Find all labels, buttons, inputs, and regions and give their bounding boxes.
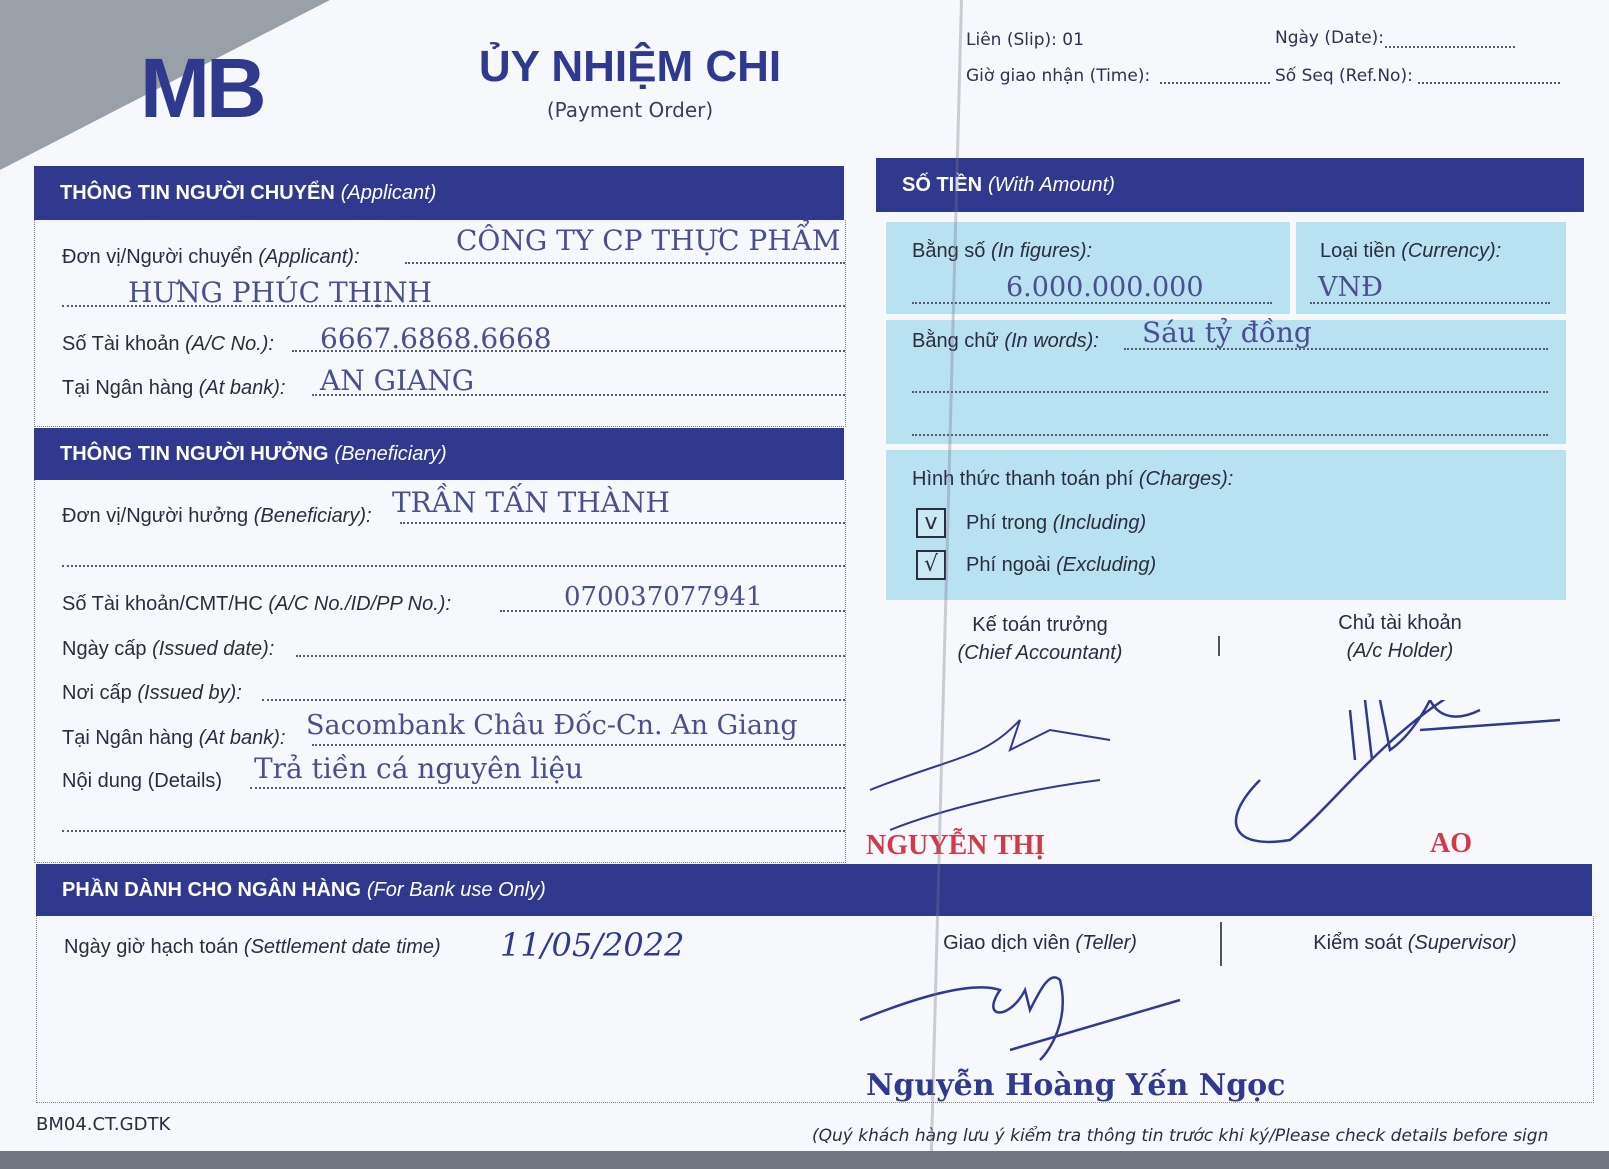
applicant-name-line2-value: HƯNG PHÚC THỊNH	[128, 276, 433, 309]
beneficiary-name-label: Đơn vị/Người hưởng (Beneficiary):	[62, 505, 372, 527]
currency-label: Loại tiền (Currency):	[1320, 240, 1502, 262]
beneficiary-bank-line	[312, 744, 845, 746]
amount-section-header	[876, 158, 1584, 212]
teller-label: Giao dịch viên (Teller)	[943, 932, 1137, 954]
date-line	[1385, 46, 1515, 48]
including-checkbox[interactable]: v	[916, 508, 946, 538]
applicant-bank-label: Tại Ngân hàng (At bank):	[62, 377, 286, 399]
beneficiary-bank-label: Tại Ngân hàng (At bank):	[62, 727, 286, 749]
beneficiary-section-title: THÔNG TIN NGƯỜI HƯỞNG	[60, 442, 329, 465]
details-line	[250, 787, 845, 789]
teller-divider	[1220, 922, 1222, 966]
issued-date-label: Ngày cấp (Issued date):	[62, 638, 275, 660]
applicant-section-title: THÔNG TIN NGƯỜI CHUYỂN	[60, 181, 335, 204]
beneficiary-section-title-en: (Beneficiary)	[334, 442, 447, 465]
time-label: Giờ giao nhận (Time):	[966, 66, 1151, 86]
applicant-account-value: 6667.6868.6668	[320, 322, 552, 355]
applicant-name-label: Đơn vị/Người chuyển (Applicant):	[62, 246, 360, 268]
holder-label: Chủ tài khoản	[1338, 612, 1462, 634]
chief-accountant-label-en: (Chief Accountant)	[957, 642, 1123, 664]
words-value: Sáu tỷ đồng	[1142, 316, 1312, 349]
details-value: Trả tiền cá nguyên liệu	[254, 752, 584, 785]
details-label: Nội dung (Details)	[62, 770, 223, 792]
form-title: ỦY NHIỆM CHI	[478, 42, 782, 91]
signature-divider	[1218, 636, 1220, 656]
scan-shadow-bottom	[0, 1151, 1609, 1169]
chief-accountant-label: Kế toán trưởng	[972, 614, 1108, 636]
issued-date-line	[296, 655, 845, 657]
including-label: Phí trong (Including)	[966, 512, 1147, 534]
teller-name: Nguyễn Hoàng Yến Ngọc	[866, 1068, 1286, 1103]
issued-by-line	[262, 699, 845, 701]
beneficiary-name-line-2	[62, 565, 845, 567]
seq-line	[1418, 82, 1560, 84]
applicant-name-line-1	[405, 262, 845, 264]
bank-use-section-title-en: (For Bank use Only)	[366, 878, 546, 901]
bank-use-section-header	[36, 864, 1592, 916]
beneficiary-section-header	[34, 428, 844, 480]
stamp-left: NGUYỄN THỊ	[866, 830, 1046, 861]
beneficiary-panel	[34, 480, 846, 863]
stamp-right: AO	[1430, 828, 1472, 859]
beneficiary-account-value: 070037077941	[564, 582, 763, 612]
figures-value: 6.000.000.000	[1006, 272, 1204, 303]
words-line-2	[912, 391, 1548, 393]
beneficiary-name-value: TRẦN TẤN THÀNH	[392, 486, 670, 519]
applicant-section-header	[34, 166, 844, 220]
bank-logo: MB	[140, 41, 263, 135]
form-subtitle: (Payment Order)	[546, 98, 714, 122]
amount-section-title-en: (With Amount)	[988, 173, 1115, 196]
applicant-bank-value: AN GIANG	[320, 364, 475, 397]
words-label: Bằng chữ (In words):	[912, 330, 1099, 352]
settlement-value: 11/05/2022	[500, 926, 685, 964]
date-label: Ngày (Date):	[1275, 28, 1385, 48]
beneficiary-bank-value: Sacombank Châu Đốc-Cn. An Giang	[306, 710, 798, 741]
form-code: BM04.CT.GDTK	[36, 1114, 171, 1135]
teller-signature-svg	[850, 960, 1190, 1070]
chief-accountant-signature	[870, 720, 1110, 830]
settlement-label: Ngày giờ hạch toán (Settlement date time)	[64, 936, 441, 958]
excluding-label: Phí ngoài (Excluding)	[966, 554, 1157, 576]
issued-by-label: Nơi cấp (Issued by):	[62, 682, 242, 704]
slip-number: Liên (Slip): 01	[966, 30, 1084, 50]
bank-use-section-title: PHẦN DÀNH CHO NGÂN HÀNG	[62, 878, 361, 901]
applicant-name-line1-value: CÔNG TY CP THỰC PHẨM	[456, 224, 841, 257]
footer-note: (Quý khách hàng lưu ý kiểm tra thông tin trước khi ký/Please check details before sign	[812, 1126, 1549, 1146]
charges-label: Hình thức thanh toán phí (Charges):	[912, 468, 1234, 490]
excluding-checkbox[interactable]: √	[916, 550, 946, 580]
time-line	[1160, 82, 1270, 84]
seq-label: Số Seq (Ref.No):	[1275, 66, 1413, 86]
teller-signature	[860, 977, 1180, 1060]
holder-signature	[1236, 700, 1560, 842]
beneficiary-account-label: Số Tài khoản/CMT/HC (A/C No./ID/PP No.):	[62, 593, 452, 615]
words-line-3	[912, 434, 1548, 436]
supervisor-label: Kiểm soát (Supervisor)	[1313, 932, 1517, 954]
beneficiary-name-line	[400, 522, 845, 524]
figures-label: Bằng số (In figures):	[912, 240, 1093, 262]
currency-value: VNĐ	[1318, 272, 1383, 303]
applicant-account-label: Số Tài khoản (A/C No.):	[62, 333, 274, 355]
holder-label-en: (A/c Holder)	[1346, 640, 1454, 662]
details-line-2	[62, 830, 845, 832]
applicant-section-title-en: (Applicant)	[340, 181, 437, 204]
amount-section-title: SỐ TIỀN	[902, 173, 983, 196]
